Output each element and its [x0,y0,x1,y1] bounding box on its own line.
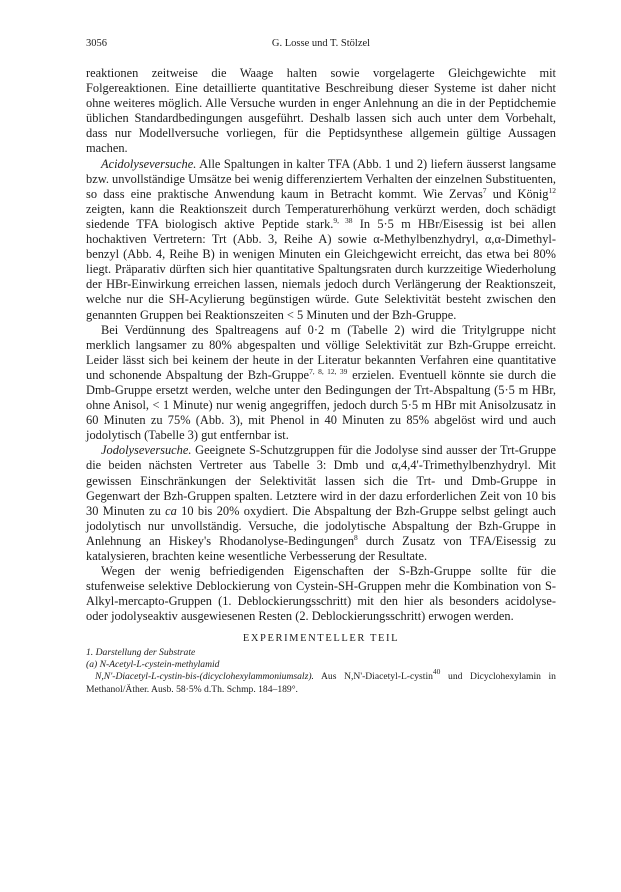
ref-mark: 12 [548,185,556,195]
article-body [86,66,556,696]
paragraph-1: reaktionen zeitweise die Waage halten sowie vorgelagerte Gleichgewichte mit Folgereaktionen. Eine detaillierte quantitative Beschreibung dieser Systeme ist daher nicht ohne weiteres möglich. Alle Versuche wurden in enger Anlehnung an die in der Peptidchemie üblichen Standardbedingungen ausgeführt. Deshalb lassen sich auch unter dem Vorbehalt, dass nur Modellversuche vorliegen, für die Peptidsynthese allgemein gültige Aussagen machen. [86,66,556,156]
compound-title: (a) N-Acetyl-L-cystein-methylamid [86,659,220,671]
paragraph-acidolyse [86,157,556,323]
ref-mark: 7 [482,185,487,195]
text-run: In 5·5 m HBr/Eisessig ist bei allen hochaktiven Vertretern: Trt (Abb. 3, Reihe A) sowie α-Methylbenzhydryl, α,α-Dimethyl-benzyl (Abb. 4, Reihe B) in wenigen Minuten ein Gleichgewicht erreicht, das etwa bei 80% liegt. Präparativ dürften sich hier quantitative Spaltungsraten durch kurzzeitige Wiederholung der HBr-Einwirkung erreichen lassen, niemals jedoch durch Verlängerung der Reaktionszeit, welche nur die SH-Acylierung begünstigen würde. Gute Selektivität besteht zwischen den genannten Gruppen bei Reaktionszeiten < 5 Minuten und der Bzh-Gruppe. [86,216,557,322]
text-run: erzielen. Eventuell könnte sie durch die Dmb-Gruppe ersetzt werden, welche unter den Bedingungen der Trt-Abspaltung (5·5 m HBr, ohne Anisol, < 1 Minute) nur wenig angegriffen, jedoch durch 5·5 m HBr mit Anisolzusatz in 60 Minuten zu 75% (Abb. 3), mit Phenol in 40 Minuten zu 85% abgelöst wird und auch jodolytisch (Tabelle 3) gut entfernbar ist. [86,367,556,443]
ref-mark: 7, 8, 12, 39 [309,366,348,376]
paragraph-conclusion: Wegen der wenig befriedigenden Eigenschaften der S-Bzh-Gruppe sollte für die stufenweise selektive Deblockierung von Cystein-SH-Gruppen mehr die Kombination von S-Alkyl-mercapto-Gruppen (1. Deblockierungsschritt) mit den hier als besonders acidolyse- oder jodolyseaktiv ausgewiesenen Resten (2. Deblockierungsschritt) erwogen werden. [86,564,556,624]
text-run: Aus N,N'-Diacetyl-L-cystin [313,671,433,683]
text-run: 10 bis 20% oxydiert. Die Abspaltung der Bzh-Gruppe selbst gelingt auch jodolytisch nur unvollständig. Versuche, die jodolytische Abspaltung der Bzh-Gruppe in Anlehnung an Hiskey's Rhodanolyse-Bedingungen [86,503,556,548]
page-header [86,38,556,52]
text-run: Bei Verdünnung des Spaltreagens auf 0·2 m (Tabelle 2) wird die Tritylgruppe nicht merklich langsamer zu 80% abgespalten und völlige Selektivität zur Bzh-Gruppe erreicht. Leider lässt sich bei keinem der heute in der Literatur bekannten Verfahren eine quantitative und schonende Abspaltung der Bzh-Gruppe [86,322,556,382]
text-run-italic: ca [165,503,177,518]
section-heading: EXPERIMENTELLER TEIL [242,633,400,645]
compound-heading [86,659,556,671]
subsection-title: 1. Darstellung der Substrate [86,647,196,659]
text-run: und König [486,186,549,201]
subsection-heading [86,647,556,659]
experimental-text [86,667,556,696]
text-run: und Dicyclohexylamin in Methanol/Äther. Ausb. 58·5% d.Th. Schmp. 184–189°. [86,671,556,695]
ref-mark: 9, 38 [333,215,353,225]
jodolyse-heading: Jodolyseversuche. [101,443,192,458]
text-run: Alle Spaltungen in kalter TFA (Abb. 1 und 2) liefern äusserst langsame bzw. unvollständige Umsätze bei wenig differenziertem Verhalten der einzelnen Substituenten, so dass eine praktische Anwendung kaum in Betracht kommt. Wie Zervas [86,156,556,201]
text-run: durch Zusatz von TFA/Eisessig zu katalysieren, brachten keine wesentliche Verbesserung der Resultate. [86,533,556,563]
page-number: 3056 [86,38,107,49]
ref-mark: 8 [354,532,358,542]
text-run: zeigten, kann die Reaktionszeit durch Temperaturerhöhung verkürzt werden, doch schädigt siedende TFA biologisch aktive Peptide stark. [86,201,556,231]
paragraph-jodolyse [86,443,556,564]
text-run: Geeignete S-Schutzgruppen für die Jodolyse sind ausser der Trt-Gruppe die beiden nächsten Vertreter aus Tabelle 3: Dmb und α,4,4'-Trimethylbenzhydryl. Mit gewissen Einschränkungen der Selektivität lassen sich die Trt- und Dmb-Gruppe in Gegenwart der Bzh-Gruppen spalten. Letztere wird in der dazu erforderlichen Zeit von 10 bis 30 Minuten zu [86,443,556,518]
paragraph-verduennung [86,323,556,444]
running-head: G. Losse und T. Stölzel [271,38,371,49]
ref-mark: 40 [432,667,441,677]
acidolyse-heading: Acidolyseversuche. [101,156,197,171]
compound-name: N,N'-Diacetyl-L-cystin-bis-(dicyclohexylammoniumsalz). [95,671,314,683]
